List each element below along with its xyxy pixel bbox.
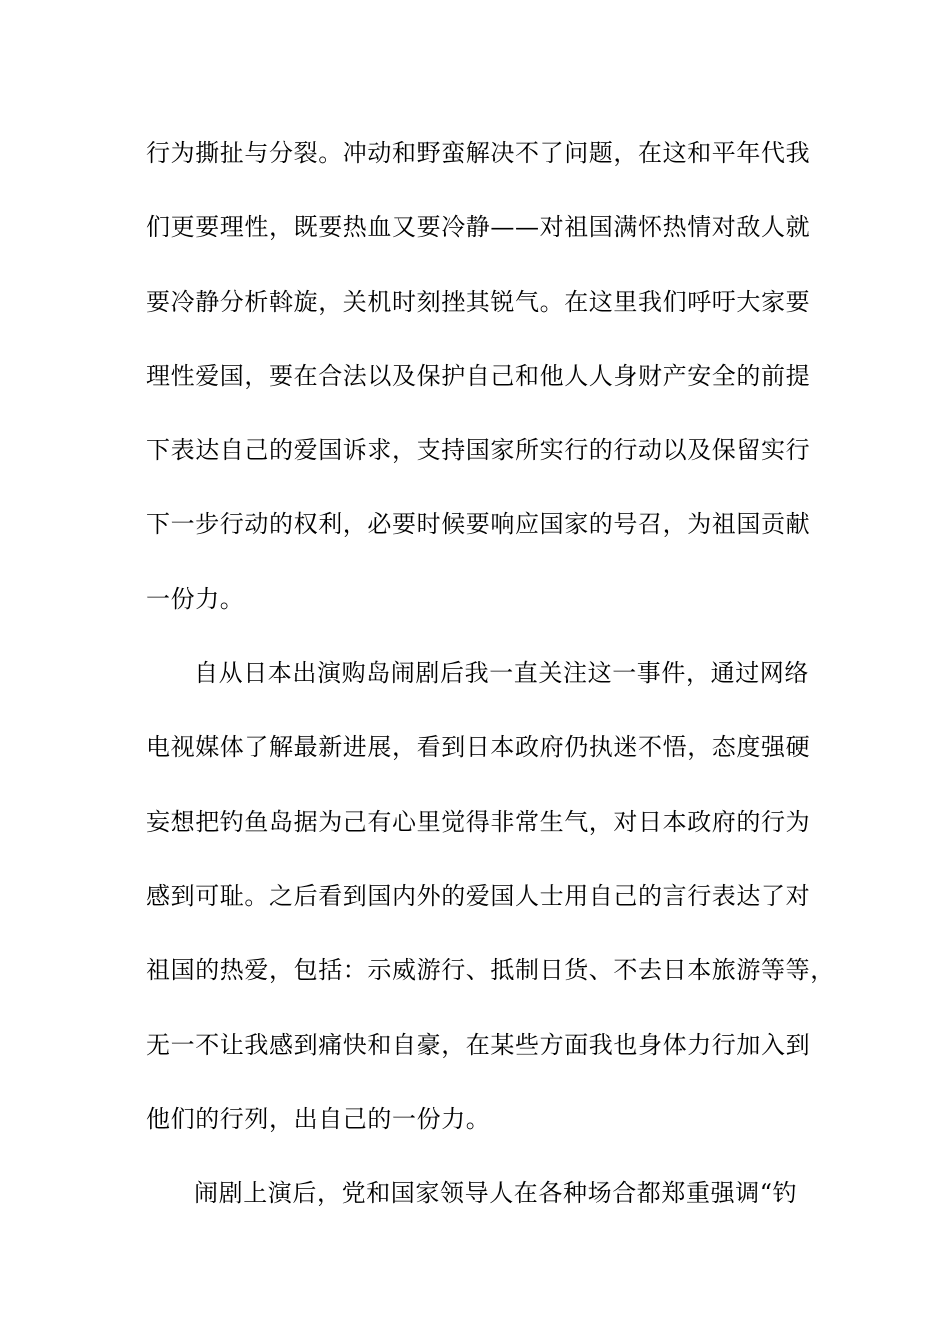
text-line: 下表达自己的爱国诉求，支持国家所实行的行动以及保留实行 (146, 436, 811, 465)
text-line: 行为撕扯与分裂。冲动和野蛮解决不了问题，在这和平年代我 (146, 139, 811, 167)
paragraph-first-line: 闹剧上演后，党和国家领导人在各种场合都郑重强调“钓 (194, 1179, 798, 1208)
text-line: 无一不让我感到痛快和自豪，在某些方面我也身体力行加入到 (146, 1030, 811, 1059)
text-line: 要冷静分析斡旋，关机时刻挫其锐气。在这里我们呼吁大家要 (146, 287, 811, 316)
text-line: 下一步行动的权利，必要时候要响应国家的号召，为祖国贡献 (146, 510, 811, 539)
text-line: 们更要理性，既要热血又要冷静——对祖国满怀热情对敌人就 (146, 213, 811, 242)
text-line: 他们的行列，出自己的一份力。 (146, 1104, 491, 1133)
text-line: 祖国的热爱，包括：示威游行、抵制日货、不去日本旅游等等， (146, 956, 835, 985)
paragraph-first-line: 自从日本出演购岛闹剧后我一直关注这一事件，通过网络 (194, 659, 809, 688)
text-line: 妄想把钓鱼岛据为己有心里觉得非常生气，对日本政府的行为 (146, 807, 811, 836)
text-line: 一份力。 (146, 584, 245, 613)
text-line: 电视媒体了解最新进展，看到日本政府仍执迷不悟，态度强硬 (146, 733, 811, 762)
text-line: 感到可耻。之后看到国内外的爱国人士用自己的言行表达了对 (146, 881, 811, 910)
body-text (146, 131, 835, 1245)
text-line: 理性爱国，要在合法以及保护自己和他人人身财产安全的前提 (146, 361, 811, 390)
